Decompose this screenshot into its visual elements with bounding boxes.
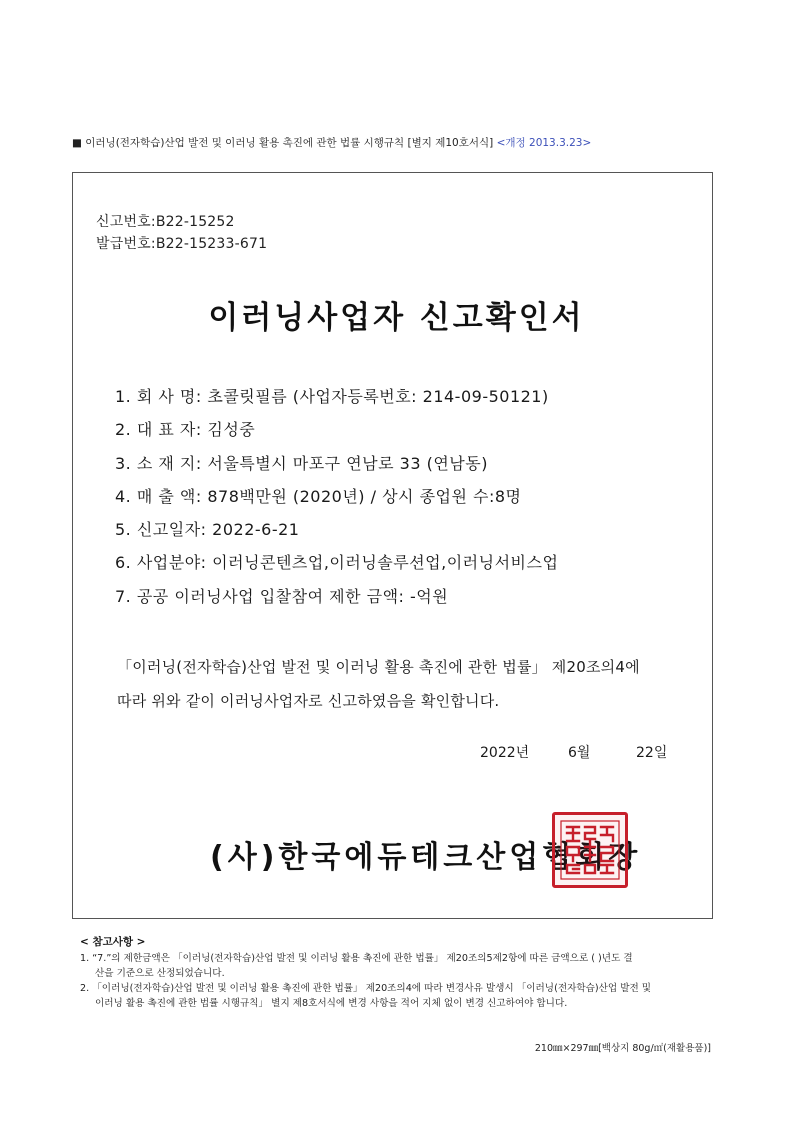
item-report-date: 5. 신고일자: 2022-6-21	[115, 520, 300, 539]
reference-note-1-line-1: 1. “7.”의 제한금액은 「이러닝(전자학습)산업 발전 및 이러닝 활용 촉진에 관한 법률」 제20조의5제2항에 따른 금액으로 ( )년도 결	[80, 953, 633, 964]
item-company-name: 1. 회 사 명: 초콜릿필름 (사업자등록번호: 214-09-50121)	[115, 387, 549, 406]
certificate-frame	[72, 172, 713, 919]
date-year: 2022년	[480, 745, 530, 761]
form-header	[72, 135, 591, 150]
item-business-field: 6. 사업분야: 이러닝콘텐츠업,이러닝솔루션업,이러닝서비스업	[115, 553, 559, 572]
reference-note-1-line-2: 산을 기준으로 산정되었습니다.	[95, 968, 225, 979]
issuer-name: (사)한국에듀테크산업협회장	[210, 840, 642, 875]
form-title: 이러닝(전자학습)산업 발전 및 이러닝 활용 촉진에 관한 법률 시행규칙 [별지 제10호서식]	[85, 137, 494, 149]
confirmation-line-1: 「이러닝(전자학습)산업 발전 및 이러닝 활용 촉진에 관한 법률」 제20조의4에	[117, 658, 640, 676]
issue-number: 발급번호:B22-15233-671	[96, 236, 268, 252]
official-seal	[552, 812, 628, 888]
header-bullet: ■	[72, 137, 82, 149]
reference-title: < 참고사항 >	[80, 936, 146, 948]
confirmation-line-2: 따라 위와 같이 이러닝사업자로 신고하였음을 확인합니다.	[117, 692, 500, 710]
seal-pattern	[555, 815, 625, 885]
reference-note-2-line-2: 이러닝 활용 촉진에 관한 법률 시행규칙」 별지 제8호서식에 변경 사항을 적어 지체 없이 변경 신고하여야 합니다.	[95, 998, 568, 1009]
date-month: 6월	[568, 745, 591, 761]
item-representative: 2. 대 표 자: 김성중	[115, 420, 256, 439]
reference-note-2-line-1: 2. 「이러닝(전자학습)산업 발전 및 이러닝 활용 촉진에 관한 법률」 제20조의4에 따라 변경사유 발생시 「이러닝(전자학습)산업 발전 및	[80, 983, 652, 994]
item-address: 3. 소 재 지: 서울특별시 마포구 연남로 33 (연남동)	[115, 454, 488, 473]
item-revenue: 4. 매 출 액: 878백만원 (2020년) / 상시 종업원 수:8명	[115, 487, 522, 506]
report-number: 신고번호:B22-15252	[96, 214, 235, 230]
document-title: 이러닝사업자 신고확인서	[208, 300, 585, 336]
item-bid-limit: 7. 공공 이러닝사업 입찰참여 제한 금액: -억원	[115, 587, 449, 606]
date-day: 22일	[636, 745, 668, 761]
paper-spec: 210㎜×297㎜[백상지 80g/㎡(재활용품)]	[534, 1043, 711, 1054]
revision-note: <개정 2013.3.23>	[496, 137, 592, 149]
